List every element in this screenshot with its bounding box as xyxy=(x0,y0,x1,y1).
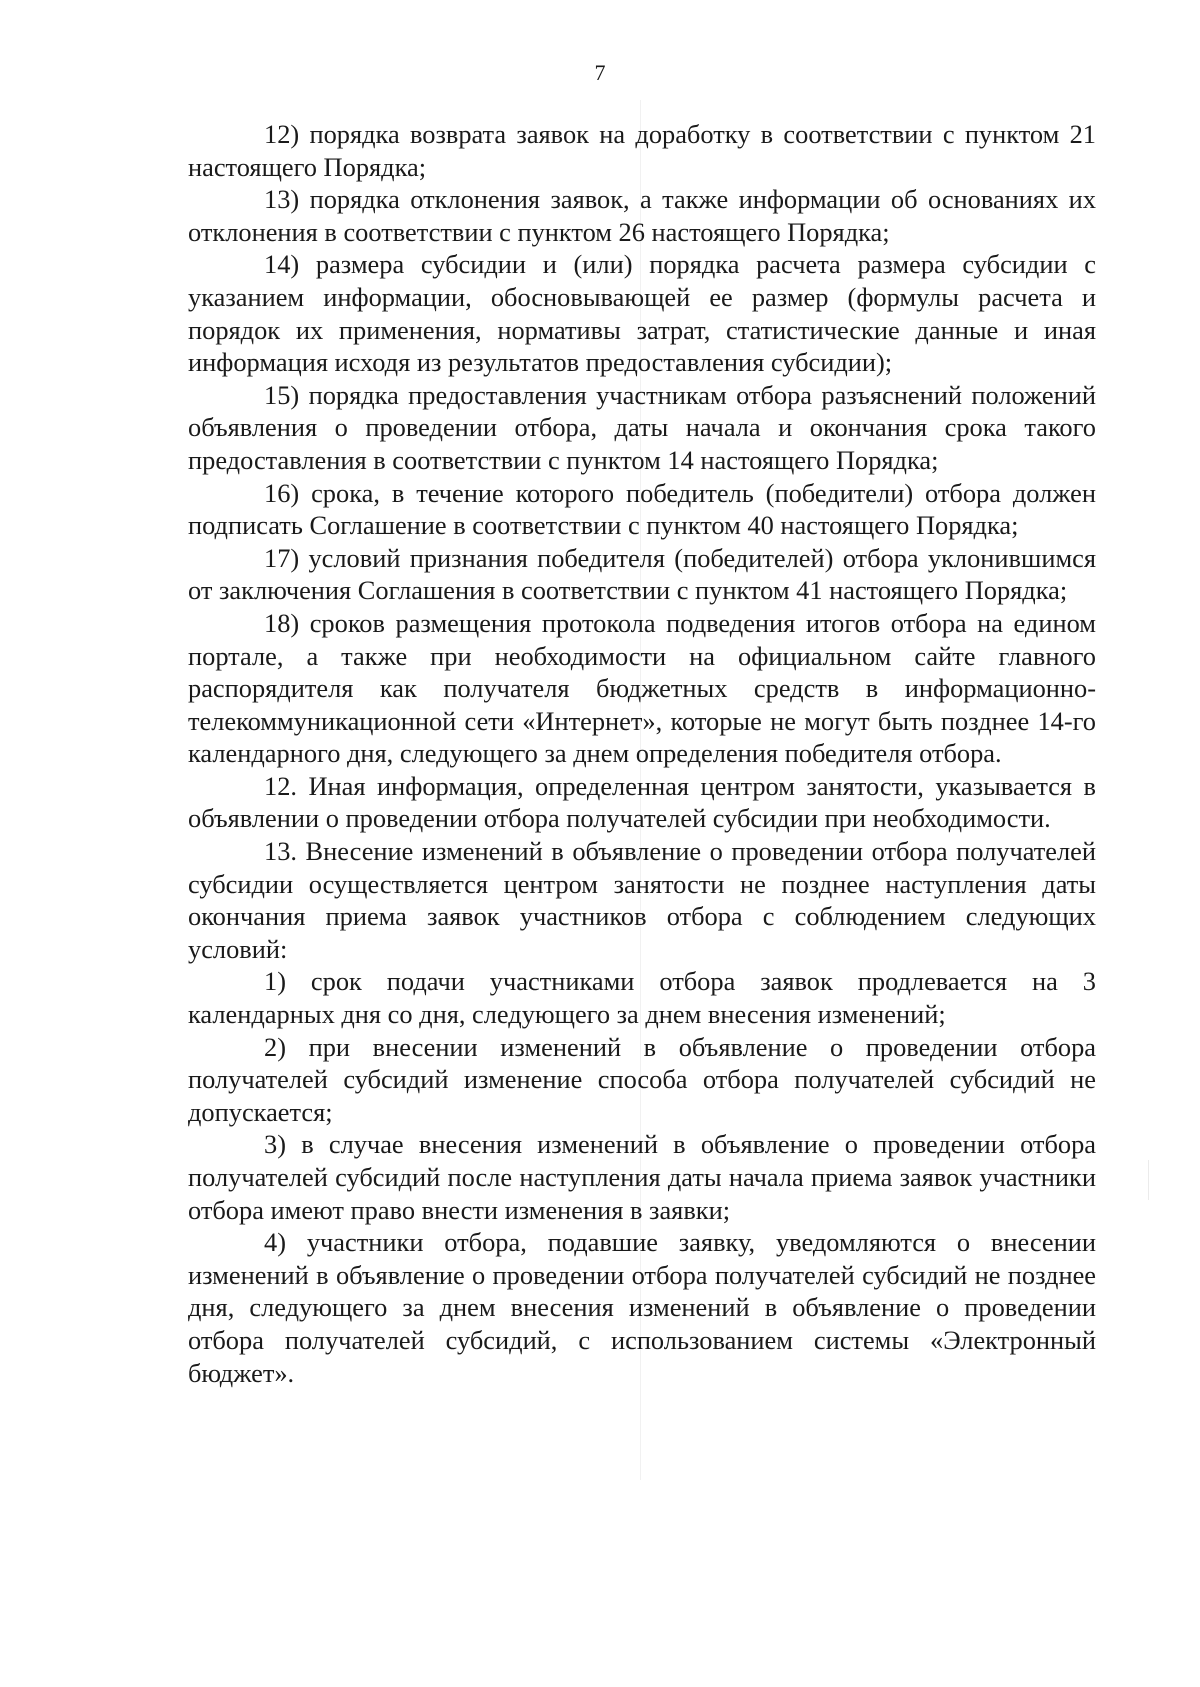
list-item-14: 14) размера субсидии и (или) порядка расчета размера субсидии с указанием информации, обосновывающей ее размер (формулы расчета и порядок их применения, нормативы затрат, статистические данные и иная информация исходя из результатов предоставления субсидии); xyxy=(188,249,1096,378)
page-number: 7 xyxy=(594,60,606,85)
list-item-13: 13) порядка отклонения заявок, а также информации об основаниях их отклонения в соответствии с пунктом 26 настоящего Порядка; xyxy=(188,184,1096,247)
list-item-15: 15) порядка предоставления участникам отбора разъяснений положений объявления о проведении отбора, даты начала и окончания срока такого предоставления в соответствии с пунктом 14 настоящего Порядка; xyxy=(188,379,1096,475)
list-item-16: 16) срока, в течение которого победитель (победители) отбора должен подписать Соглашение в соответствии с пунктом 40 настоящего Порядка; xyxy=(188,477,1096,541)
list-item-12: 12) порядка возврата заявок на доработку в соответствии с пунктом 21 настоящего Порядка; xyxy=(188,119,1096,182)
clause-12: 12. Иная информация, определенная центром занятости, указывается в объявлении о проведении отбора получателей субсидии при необходимости. xyxy=(188,770,1096,834)
list-item-17: 17) условий признания победителя (победителей) отбора уклонившимся от заключения Соглашения в соответствии с пунктом 41 настоящего Порядка; xyxy=(188,542,1096,606)
condition-1: 1) срок подачи участниками отбора заявок продлевается на 3 календарных дня со дня, следующего за днем внесения изменений; xyxy=(188,966,1096,1030)
clause-13: 13. Внесение изменений в объявление о проведении отбора получателей субсидии осуществляется центром занятости не позднее наступления даты окончания приема заявок участников отбора с соблюдением следующих условий: xyxy=(188,836,1096,964)
document-body xyxy=(188,118,1096,1389)
condition-3: 3) в случае внесения изменений в объявление о проведении отбора получателей субсидий после наступления даты начала приема заявок участники отбора имеют право внести изменения в заявки; xyxy=(188,1129,1096,1225)
condition-2: 2) при внесении изменений в объявление о проведении отбора получателей субсидий изменение способа отбора получателей субсидий не допускается; xyxy=(188,1031,1096,1127)
condition-4: 4) участники отбора, подавшие заявку, уведомляются о внесении изменений в объявление о проведении отбора получателей субсидий не позднее дня, следующего за днем внесения изменений в объявление о проведении отбора получателей субсидий, с использованием системы «Электронный бюджет». xyxy=(188,1227,1096,1388)
list-item-18: 18) сроков размещения протокола подведения итогов отбора на едином портале, а также при необходимости на официальном сайте главного распорядителя как получателя бюджетных средств в информационно-телекоммуникационной сети «Интернет», которые не могут быть позднее 14-го календарного дня, следующего за днем определения победителя отбора. xyxy=(188,607,1096,769)
scan-edge-mark xyxy=(1148,1160,1149,1200)
